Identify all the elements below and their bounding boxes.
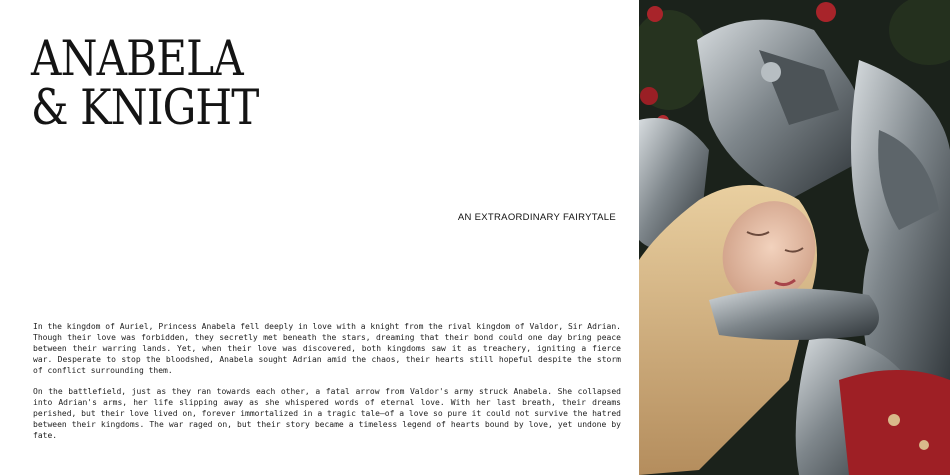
story-text <box>33 321 621 451</box>
story-paragraph-1: In the kingdom of Auriel, Princess Anabela fell deeply in love with a knight from the rival kingdom of Valdor, Sir Adrian. Though their love was forbidden, they secretly met beneath the stars, dreaming that their bond could one day bring peace between their warring lands. Yet, when their love was discovered, both kingdoms saw it as treachery, igniting a fierce war. Desperate to stop the bloodshed, Anabela sought Adrian amid the chaos, their hearts still hopeful despite the storm of conflict surrounding them. <box>33 322 621 375</box>
knight-and-princess-illustration <box>639 0 950 475</box>
story-paragraph-2: On the battlefield, just as they ran towards each other, a fatal arrow from Valdor's army struck Anabela. She collapsed into Adrian's arms, her life slipping away as she whispered words of eternal love. With her last breath, their dreams perished, but their love lived on, forever immortalized in a tragic tale—of a love so pure it could not survive the hatred between their kingdoms. The war raged on, but their story became a timeless legend of hearts bound by love, yet undone by fate. <box>33 387 621 440</box>
subtitle: AN EXTRAORDINARY FAIRYTALE <box>457 212 616 223</box>
title-line-1: ANABELA <box>31 30 243 87</box>
poster-title <box>31 30 259 136</box>
illustration-artwork <box>639 0 950 475</box>
title-line-2: & KNIGHT <box>31 79 259 136</box>
